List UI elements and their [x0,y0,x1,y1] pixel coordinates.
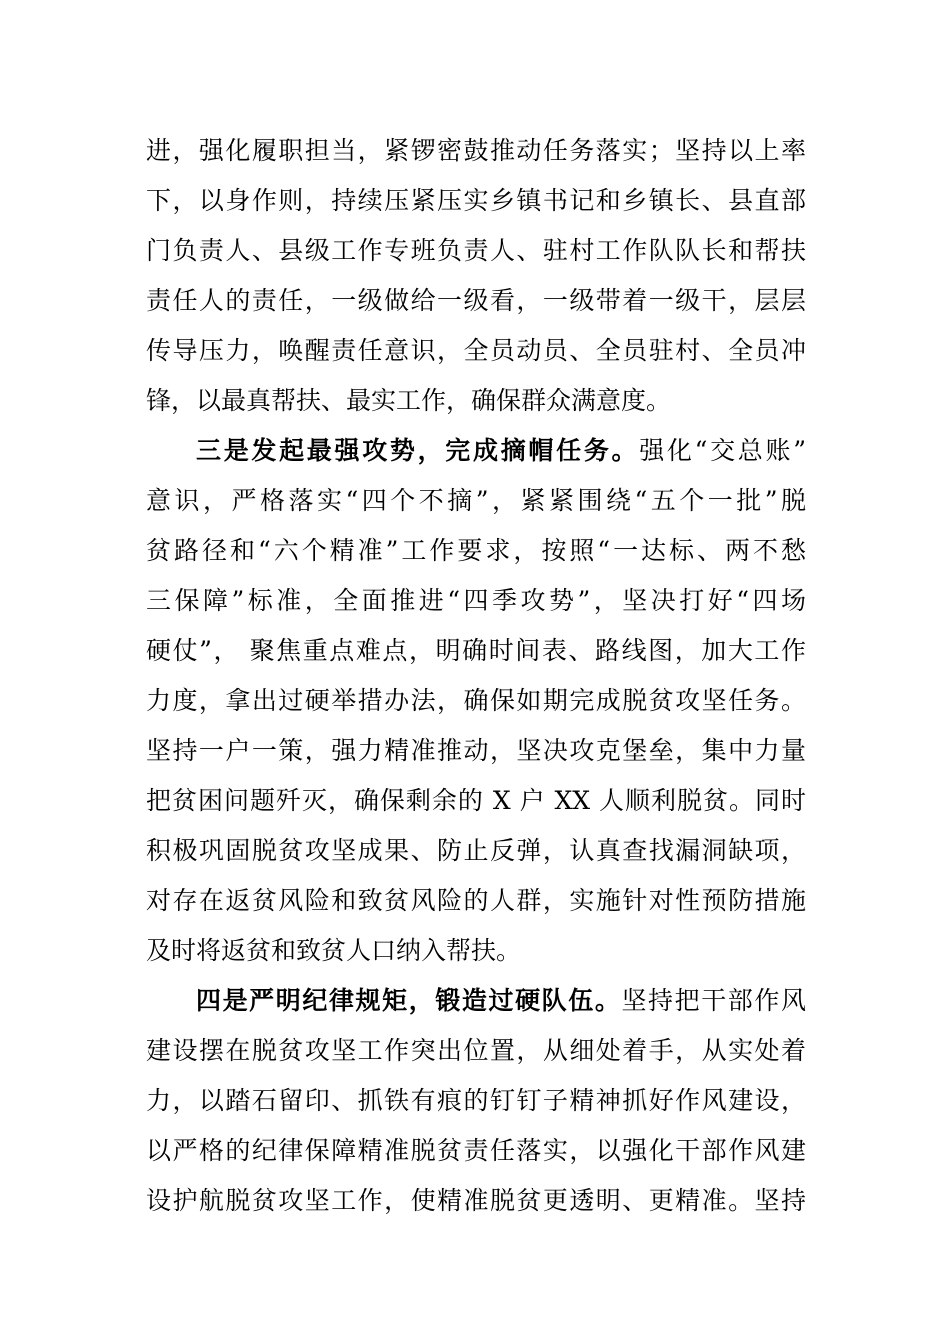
paragraph-2-line-6: 力度，拿出过硬举措办法，确保如期完成脱贫攻坚任务。 [146,686,806,715]
paragraph-2-line-9: 积极巩固脱贫攻坚成果、防止反弹，认真查找漏洞缺项， [146,836,806,865]
paragraph-2-heading: 三是发起最强攻势，完成摘帽任务。 [196,436,640,465]
paragraph-3-line-3: 力，以踏石留印、抓铁有痕的钉钉子精神抓好作风建设， [146,1086,806,1115]
paragraph-3-first-line [196,981,806,1021]
paragraph-2-line-11: 及时将返贫和致贫人口纳入帮扶。 [146,936,522,965]
paragraph-3-line-5: 设护航脱贫攻坚工作，使精准脱贫更透明、更精准。坚持 [146,1186,806,1215]
paragraph-2-first-line [196,431,806,471]
paragraph-2-line-7: 坚持一户一策，强力精准推动，坚决攻克堡垒，集中力量 [146,736,806,765]
paragraph-2-line-3: 贫路径和“六个精准”工作要求，按照“一达标、两不愁 [146,536,806,565]
paragraph-1-line-6: 锋，以最真帮扶、最实工作，确保群众满意度。 [146,386,672,415]
paragraph-2-line-8: 把贫困问题歼灭，确保剩余的 X 户 XX 人顺利脱贫。同时 [146,786,806,815]
paragraph-1-line-5: 传导压力，唤醒责任意识，全员动员、全员驻村、全员冲 [146,336,806,365]
paragraph-3-line-2: 建设摆在脱贫攻坚工作突出位置，从细处着手，从实处着 [146,1036,806,1065]
paragraph-2-line-10: 对存在返贫风险和致贫风险的人群，实施针对性预防措施 [146,886,806,915]
paragraph-2-first-line-text: 强化“交总账” [639,436,806,465]
paragraph-2-line-5: 硬仗”， 聚焦重点难点，明确时间表、路线图，加大工作 [146,636,806,665]
paragraph-1-line-4: 责任人的责任，一级做给一级看，一级带着一级干，层层 [146,286,806,315]
paragraph-2-line-4: 三保障”标准，全面推进“四季攻势”，坚决打好“四场 [146,586,806,615]
paragraph-3-first-line-text: 坚持把干部作风 [621,986,806,1015]
paragraph-3-line-4: 以严格的纪律保障精准脱贫责任落实，以强化干部作风建 [146,1136,806,1165]
paragraph-1-line-2: 下，以身作则，持续压紧压实乡镇书记和乡镇长、县直部 [146,186,806,215]
paragraph-2-line-2: 意识，严格落实“四个不摘”，紧紧围绕“五个一批”脱 [146,486,806,515]
paragraph-3-heading: 四是严明纪律规矩，锻造过硬队伍。 [196,986,622,1015]
paragraph-1-line-3: 门负责人、县级工作专班负责人、驻村工作队队长和帮扶 [146,236,806,265]
paragraph-1-line-1: 进，强化履职担当，紧锣密鼓推动任务落实；坚持以上率 [146,136,806,165]
